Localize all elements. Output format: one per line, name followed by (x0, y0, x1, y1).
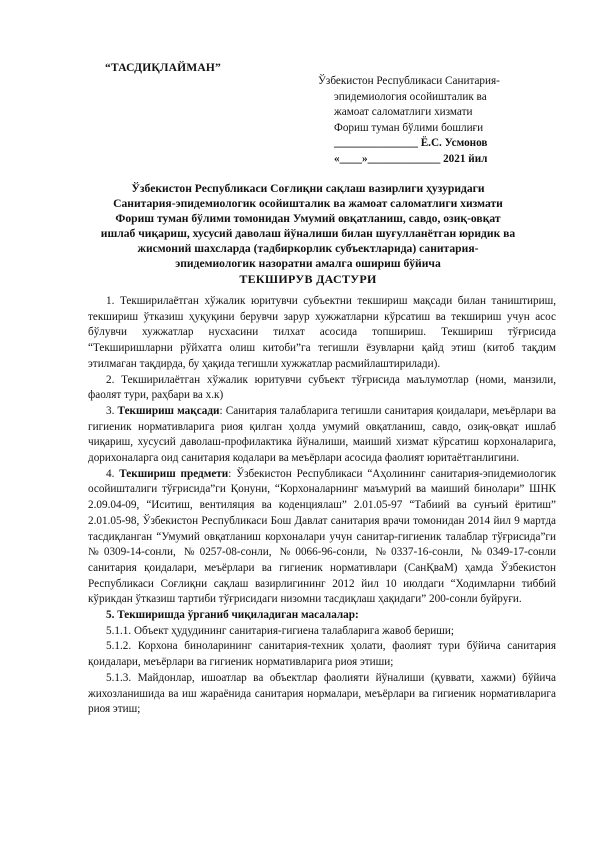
approval-date-line: «____»_____________ 2021 йил (334, 152, 488, 165)
heading-line-4: ишлаб чиқариш, хусусий даволаш йўналиши билан шуғулланётган юридик ва (100, 227, 516, 241)
subsection-5-1-3: 5.1.3. Майдонлар, ишоатлар ва объектлар фаолияти йўналиши (қуввати, хажми) бўйича жихозланишида ва иш жараёнида санитария нормалари, меъёрлари ва гигиеник нормативларига риоя этиш; (88, 671, 556, 716)
heading-line-1: Ўзбекистон Республикаси Соғлиқни сақлаш вазирлиги ҳузуридаги (131, 182, 485, 195)
document-body (88, 294, 556, 718)
paragraph-3-label: Текшириш мақсади (117, 404, 220, 417)
document-heading (60, 181, 556, 287)
paragraph-5-heading: 5. Текширишда ўрганиб чиқиладиган масалалар: (106, 609, 359, 622)
paragraph-3-number: 3. (106, 404, 115, 417)
heading-line-5: жисмоний шахсларда (тадбиркорлик субъектларида) санитария- (137, 242, 479, 256)
approval-line-1: Ўзбекистон Республикаси Санитария- (318, 75, 500, 87)
document-title: ТЕКШИРУВ ДАСТУРИ (239, 271, 377, 286)
paragraph-2: 2. Текширилаётган хўжалик юритувчи субъект тўғрисида маълумотлар (номи, манзили, фаолят тури, раҳбари ва х.к) (88, 373, 556, 402)
paragraph-4-number: 4. (106, 467, 115, 480)
approval-signature-line: _______________ Ё.С. Усмонов (334, 137, 488, 149)
paragraph-5 (88, 608, 556, 624)
heading-line-2: Санитария-эпидемиологик осойишталик ва жамоат саломатлиги хизмати (113, 197, 503, 211)
subsection-5-1-2: 5.1.2. Корхона биноларининг санитария-техник ҳолати, фаолият тури бўйича санитария қоидалари, меъёрлари ва гигиеник нормативларига риоя этиши; (88, 640, 556, 669)
subsection-5-1-1: 5.1.1. Объект ҳудудининг санитария-гигиена талабларига жавоб бериши; (106, 624, 454, 637)
paragraph-3 (88, 404, 556, 467)
paragraph-4-label: Текшириш предмети (119, 467, 229, 480)
approval-line-2: эпидемиология осойишталик ва (334, 90, 487, 103)
paragraph-1: 1. Текширилаётган хўжалик юритувчи субъектни текшириш мақсади билан таништириш, текшириш ўтказиш ҳуқуқини берувчи зарур хужжатларни кўрсатиш ва текшириш учун асос бўлувчи хужжатлар нусхасини тилхат асосида топшириш. Текшириш тўғрисида “Текширишларни рўйхатга олиш китоби”га тегишли ёзувларни қайд этиш (китоб тақдим этилмаган тақдирда, бу ҳақида тегишли хужжатлар расмийлаштирилади). (88, 295, 556, 370)
approval-title: “ТАСДИҚЛАЙМАН” (105, 62, 221, 74)
approval-line-4: Фориш туман бўлими бошлиғи (334, 121, 484, 134)
approval-block (318, 74, 558, 167)
approval-line-3: жамоат саломатлиги хизмати (334, 106, 473, 118)
paragraph-3-text: : Санитария талабларига тегишли санитария қоидалари, меъёрлари ва гигиеник нормативларига риоя қилган ҳолда умумий овқатланиш, савдо, озиқ-овқат ишлаб чиқариш, хусусий даволаш-профилактика йўналиши, маиший хизмат кўрсатиш корхоналарига, дорихоналарга оид санитария кодалари ва меъёрлари асосида фаолият юритаётганлигини. (88, 404, 556, 465)
heading-line-6: эпидемиологик назоратни амалга ошириш бўйича (175, 257, 441, 271)
paragraph-4-text: : Ўзбекистон Республикаси “Аҳолининг санитария-эпидемиологик осойишталиги тўғрисида”ги Қонуни, “Корхоналарнинг маъмурий ва маиший бинолари” ШНК 2.09.04-09, “Иситиш, вентиляция ва коденциялаш” 2.01.05-97 “Табиий ва сунъий ёритиш” 2.01.05-98, Ўзбекистон Республикаси Бош Давлат санитария врачи томонидан 2014 йил 9 мартда тасдиқланган “Умумий овқатланиш корхоналари учун санитар-гигиеник талаблар тўғрисида”ги №0309-14-сонли, №0257-08-сонли, №0066-96-сонли, №0337-16-сонли, №0349-17-сонли санитария қоидалари, меъёрлари ва гигиеник нормативлари (СанҚваМ) ҳамда Ўзбекистон Республикаси Соғлиқни сақлаш вазирлигининг 2012 йил 10 июлдаги “Ходимларни тиббий кўрикдан ўтказиш тартиби тўғрисидаги низомни тасдиқлаш ҳақидаги” 200-сонли буйруғи. (88, 467, 557, 606)
heading-line-3: Фориш туман бўлими томонидан Умумий овқатланиш, савдо, озиқ-овқат (115, 212, 501, 226)
paragraph-4 (88, 467, 556, 608)
